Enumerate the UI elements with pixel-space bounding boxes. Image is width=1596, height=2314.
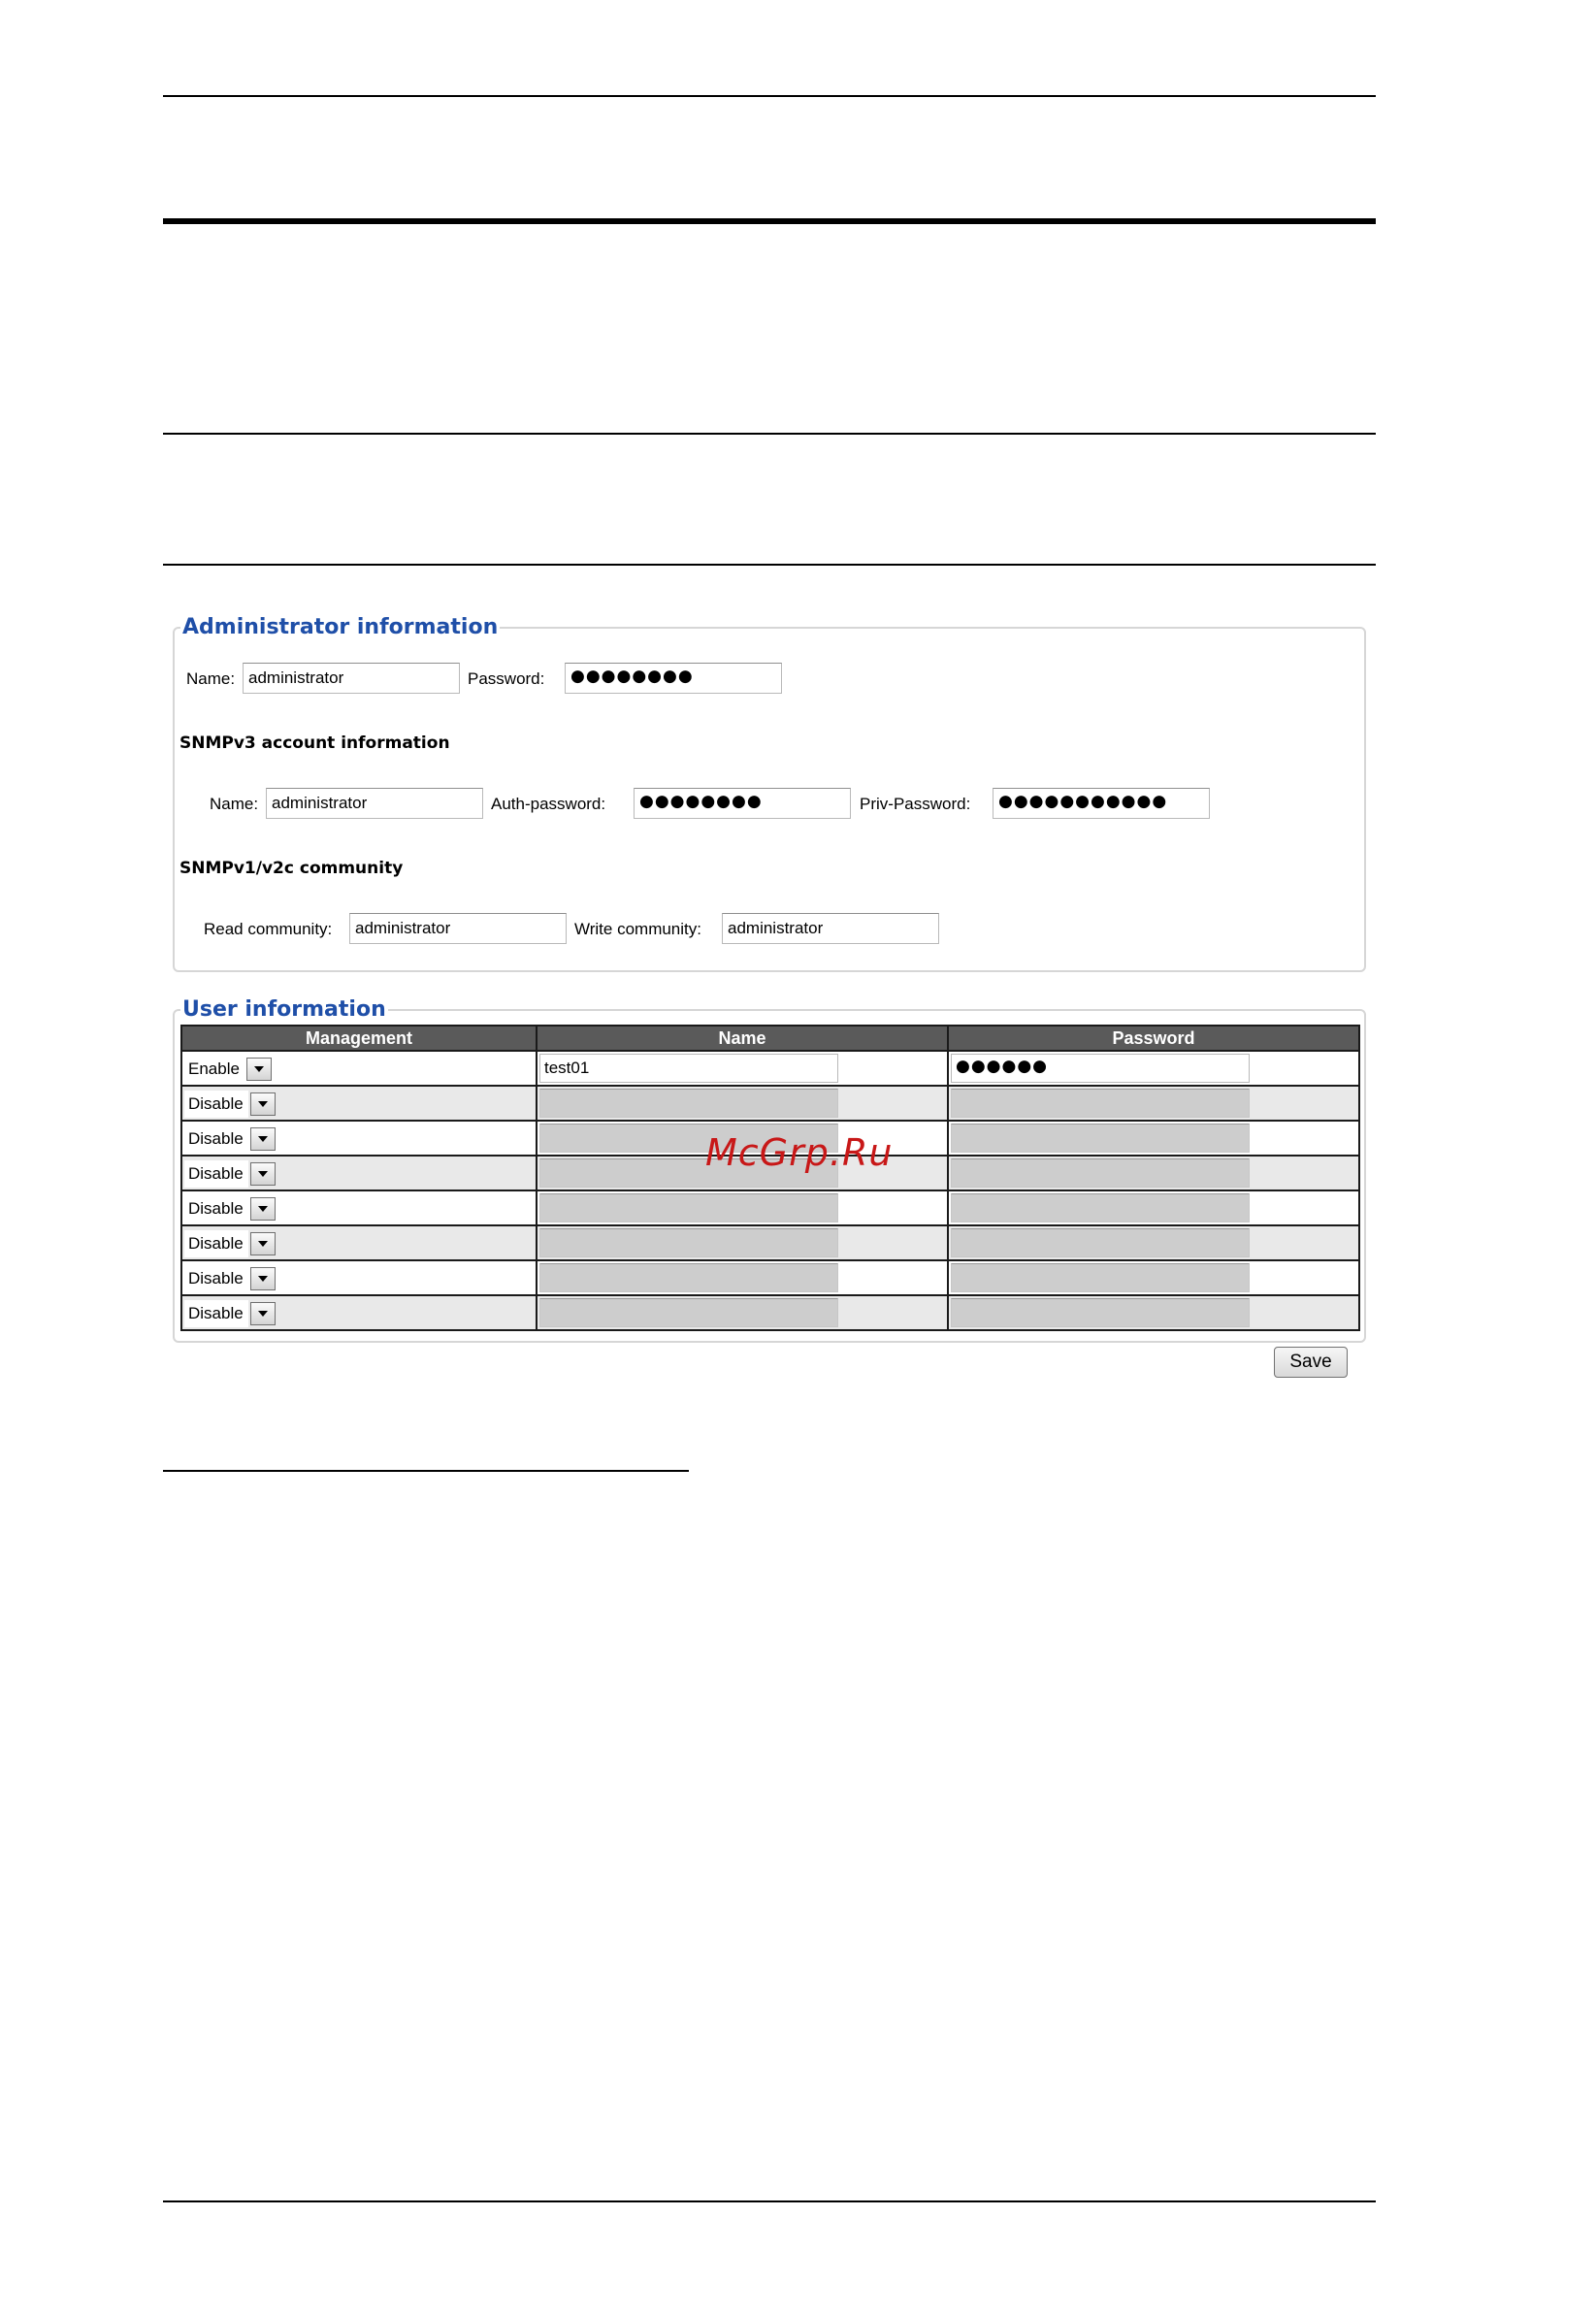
table-row [181,1225,1359,1260]
user-password-input[interactable] [951,1158,1250,1188]
column-header-name: Name [537,1026,948,1051]
table-row [181,1051,1359,1086]
table-row [181,1086,1359,1121]
admin-name-input[interactable]: administrator [243,663,460,694]
user-password-input[interactable] [951,1263,1250,1292]
table-row [181,1260,1359,1295]
management-cell [181,1225,537,1260]
management-cell [181,1260,537,1295]
management-cell [181,1051,537,1086]
chevron-down-icon[interactable] [250,1267,276,1290]
management-select[interactable] [184,1125,276,1153]
password-cell [948,1121,1359,1156]
column-header-password: Password [948,1026,1359,1051]
write-community-input[interactable]: administrator [722,913,939,944]
management-select-value: Disable [184,1091,248,1118]
management-cell [181,1086,537,1121]
user-password-input[interactable] [951,1089,1250,1118]
admin-password-input[interactable]: ●●●●●●●● [565,663,782,694]
header-rule [163,95,1376,97]
snmpv1-heading: SNMPv1/v2c community [179,859,404,878]
chevron-down-icon[interactable] [250,1197,276,1221]
chevron-down-icon[interactable] [250,1092,276,1116]
management-cell [181,1295,537,1330]
name-cell [537,1260,948,1295]
administrator-legend: Administrator information [182,615,499,639]
user-name-input[interactable] [539,1298,838,1327]
chevron-down-icon[interactable] [250,1162,276,1186]
name-cell [537,1190,948,1225]
priv-password-input[interactable]: ●●●●●●●●●●● [993,788,1210,819]
user-password-input[interactable] [951,1298,1250,1327]
read-community-input[interactable]: administrator [349,913,567,944]
column-header-management: Management [181,1026,537,1051]
management-select[interactable] [184,1300,276,1327]
management-select-value: Disable [184,1160,248,1188]
watermark: McGrp.Ru [705,1131,894,1174]
chevron-down-icon[interactable] [250,1302,276,1325]
management-select-value: Disable [184,1230,248,1257]
snmpv3-heading: SNMPv3 account information [179,733,450,753]
management-select[interactable] [184,1195,276,1222]
management-select[interactable] [184,1056,272,1083]
snmpv3-name-label: Name: [210,795,259,813]
auth-password-label: Auth-password: [491,795,606,813]
chevron-down-icon[interactable] [246,1058,272,1081]
name-cell [537,1086,948,1121]
save-button[interactable]: Save [1274,1347,1348,1378]
user-password-input[interactable] [951,1228,1250,1257]
snmpv3-name-input[interactable]: administrator [266,788,483,819]
name-cell [537,1225,948,1260]
management-select-value: Disable [184,1265,248,1292]
footer-rule [163,2200,1376,2202]
management-select-value: Disable [184,1195,248,1222]
password-cell [948,1156,1359,1190]
password-cell [948,1051,1359,1086]
user-password-input[interactable] [951,1124,1250,1153]
table-row [181,1295,1359,1330]
user-information-panel [173,997,1366,1343]
name-cell [537,1295,948,1330]
section-rule [163,433,1376,435]
password-cell [948,1086,1359,1121]
password-cell [948,1260,1359,1295]
chevron-down-icon[interactable] [250,1127,276,1151]
priv-password-label: Priv-Password: [860,795,971,813]
section-rule [163,564,1376,566]
password-cell [948,1225,1359,1260]
read-community-label: Read community: [204,920,333,938]
management-select[interactable] [184,1091,276,1118]
management-cell [181,1121,537,1156]
password-cell [948,1190,1359,1225]
note-rule [163,1470,689,1472]
name-cell [537,1051,948,1086]
user-password-input[interactable] [951,1193,1250,1222]
admin-password-label: Password: [468,669,545,688]
user-name-input[interactable] [539,1193,838,1222]
table-row [181,1190,1359,1225]
user-information-legend: User information [182,997,386,1022]
management-select-value: Enable [184,1056,244,1083]
management-cell [181,1156,537,1190]
user-name-input[interactable] [539,1089,838,1118]
management-select[interactable] [184,1265,276,1292]
management-select[interactable] [184,1230,276,1257]
user-password-input[interactable]: ●●●●●● [951,1054,1250,1083]
section-rule-thick [163,218,1376,224]
management-cell [181,1190,537,1225]
user-name-input[interactable] [539,1228,838,1257]
administrator-panel [173,615,1366,972]
management-select[interactable] [184,1160,276,1188]
chevron-down-icon[interactable] [250,1232,276,1255]
user-table [180,1025,1360,1331]
password-cell [948,1295,1359,1330]
admin-name-label: Name: [186,669,236,688]
management-select-value: Disable [184,1125,248,1153]
user-name-input[interactable]: test01 [539,1054,838,1083]
auth-password-input[interactable]: ●●●●●●●● [634,788,851,819]
user-name-input[interactable] [539,1263,838,1292]
write-community-label: Write community: [574,920,701,938]
management-select-value: Disable [184,1300,248,1327]
